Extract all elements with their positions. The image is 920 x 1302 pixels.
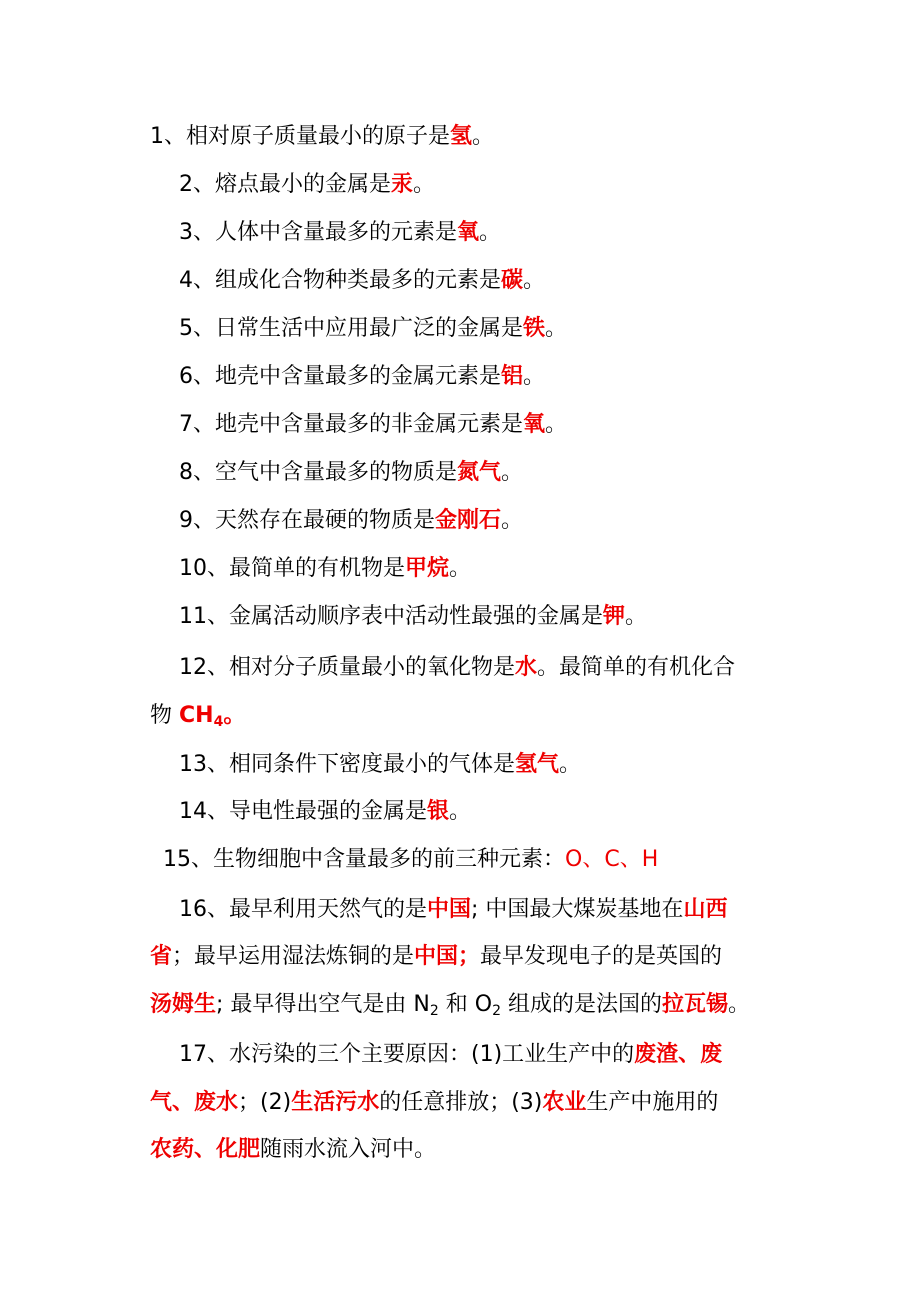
item-answer: 氮气 [457, 460, 502, 485]
fact-2 [0, 170, 920, 200]
item-text: ；最早运用湿法炼铜的是 [172, 944, 415, 969]
punctuation: 。 [479, 220, 502, 245]
fact-4 [0, 266, 920, 296]
item-text: 物 [150, 703, 179, 728]
fact-16-line-3 [0, 990, 920, 1020]
fact-14 [0, 797, 920, 827]
punctuation: 。 [545, 412, 568, 437]
item-text: 相对分子质量最小的氧化物是 [229, 655, 516, 680]
item-number: 8、 [179, 460, 215, 485]
item-text: 的任意排放；(3) [379, 1090, 543, 1115]
item-text: ; 最早得出空气是由 N [216, 992, 430, 1017]
item-number: 1、 [150, 124, 186, 149]
item-answer: 氢 [450, 124, 473, 149]
item-text: 地壳中含量最多的金属元素是 [215, 364, 502, 389]
item-answer: 省 [150, 944, 173, 969]
item-text: 最早利用天然气的是 [229, 897, 428, 922]
item-answer: 生活污水 [291, 1090, 380, 1115]
fact-11 [0, 602, 920, 632]
item-number: 17、 [179, 1042, 229, 1067]
punctuation: 。 [472, 124, 495, 149]
fact-17-line-2 [0, 1088, 920, 1118]
item-answer: 气、废水 [150, 1090, 239, 1115]
item-answer: 中国 [427, 897, 472, 922]
item-answer: 氧 [457, 220, 480, 245]
item-text: 组成的是法国的 [501, 992, 663, 1017]
fact-8 [0, 458, 920, 488]
item-number: 9、 [179, 508, 215, 533]
item-text: 人体中含量最多的元素是 [215, 220, 458, 245]
item-answer: 水 [515, 655, 538, 680]
item-text: 天然存在最硬的物质是 [215, 508, 436, 533]
fact-9 [0, 506, 920, 536]
item-answer: 农业 [542, 1090, 587, 1115]
formula-subscript: 4 [213, 714, 224, 730]
item-text: ；(2) [238, 1090, 292, 1115]
punctuation: 。 [501, 460, 524, 485]
fact-12-line-2 [0, 701, 920, 731]
item-answer: 铁 [523, 316, 546, 341]
item-text: 日常生活中应用最广泛的金属是 [215, 316, 524, 341]
item-answer: 铝 [501, 364, 524, 389]
fact-16-line-2 [0, 942, 920, 972]
item-answer: 中国； [414, 944, 481, 969]
item-number: 7、 [179, 412, 215, 437]
item-number: 16、 [179, 897, 229, 922]
punctuation: 。 [413, 172, 436, 197]
item-number: 6、 [179, 364, 215, 389]
item-answer: 拉瓦锡 [662, 992, 729, 1017]
punctuation: 。 [523, 268, 546, 293]
fact-3 [0, 218, 920, 248]
punctuation: 。 [559, 752, 582, 777]
fact-15 [0, 845, 920, 875]
item-text: 生产中施用的 [586, 1090, 719, 1115]
fact-6 [0, 362, 920, 392]
fact-12-line-1 [0, 653, 920, 683]
item-number: 13、 [179, 752, 229, 777]
fact-16-line-1 [0, 895, 920, 925]
punctuation: 。 [449, 799, 472, 824]
item-text: 熔点最小的金属是 [215, 172, 392, 197]
item-answer: 汞 [391, 172, 414, 197]
item-text: 金属活动顺序表中活动性最强的金属是 [229, 604, 604, 629]
punctuation: 。 [501, 508, 524, 533]
item-text: 导电性最强的金属是 [229, 799, 428, 824]
punctuation: 。 [545, 316, 568, 341]
item-answer: O、C、H [565, 847, 659, 872]
punctuation: 。 [223, 703, 246, 728]
item-number: 4、 [179, 268, 215, 293]
item-text: 最简单的有机物是 [229, 556, 406, 581]
item-number: 2、 [179, 172, 215, 197]
item-text: 相同条件下密度最小的气体是 [229, 752, 516, 777]
item-answer: 汤姆生 [150, 992, 217, 1017]
item-answer: 银 [427, 799, 450, 824]
item-answer: 氢气 [515, 752, 560, 777]
fact-7 [0, 410, 920, 440]
item-text: 水污染的三个主要原因：(1)工业生产中的 [229, 1042, 635, 1067]
fact-13 [0, 750, 920, 780]
punctuation: 。 [449, 556, 472, 581]
item-answer: 氧 [523, 412, 546, 437]
item-answer: 废渣、废 [634, 1042, 723, 1067]
item-answer: 钾 [603, 604, 626, 629]
item-number: 3、 [179, 220, 215, 245]
fact-1 [0, 122, 920, 152]
item-text: 最早发现电子的是英国的 [480, 944, 723, 969]
item-number: 11、 [179, 604, 229, 629]
punctuation: 。 [537, 655, 560, 680]
punctuation: 。 [523, 364, 546, 389]
item-answer: 山西 [683, 897, 728, 922]
item-answer: 农药、化肥 [150, 1137, 261, 1162]
item-text: 生物细胞中含量最多的前三种元素： [213, 847, 566, 872]
formula-subscript: 2 [492, 1003, 502, 1019]
item-text: 地壳中含量最多的非金属元素是 [215, 412, 524, 437]
punctuation: 。 [625, 604, 648, 629]
item-text: 随雨水流入河中。 [260, 1137, 437, 1162]
item-number: 15、 [163, 847, 213, 872]
formula-subscript: 2 [429, 1003, 439, 1019]
item-text: 最简单的有机化合 [559, 655, 736, 680]
item-answer: 碳 [501, 268, 524, 293]
fact-17-line-1 [0, 1040, 920, 1070]
item-number: 10、 [179, 556, 229, 581]
item-text: 组成化合物种类最多的元素是 [215, 268, 502, 293]
item-answer: 金刚石 [435, 508, 502, 533]
item-text: 相对原子质量最小的原子是 [186, 124, 451, 149]
item-number: 5、 [179, 316, 215, 341]
item-text: 空气中含量最多的物质是 [215, 460, 458, 485]
item-text: 和 O [438, 992, 493, 1017]
fact-17-line-3 [0, 1135, 920, 1165]
item-answer: 甲烷 [405, 556, 450, 581]
item-number: 12、 [179, 655, 229, 680]
fact-5 [0, 314, 920, 344]
formula-answer: CH [179, 703, 214, 728]
item-text: ; 中国最大煤炭基地在 [471, 897, 684, 922]
punctuation: 。 [728, 992, 751, 1017]
item-number: 14、 [179, 799, 229, 824]
fact-10 [0, 554, 920, 584]
